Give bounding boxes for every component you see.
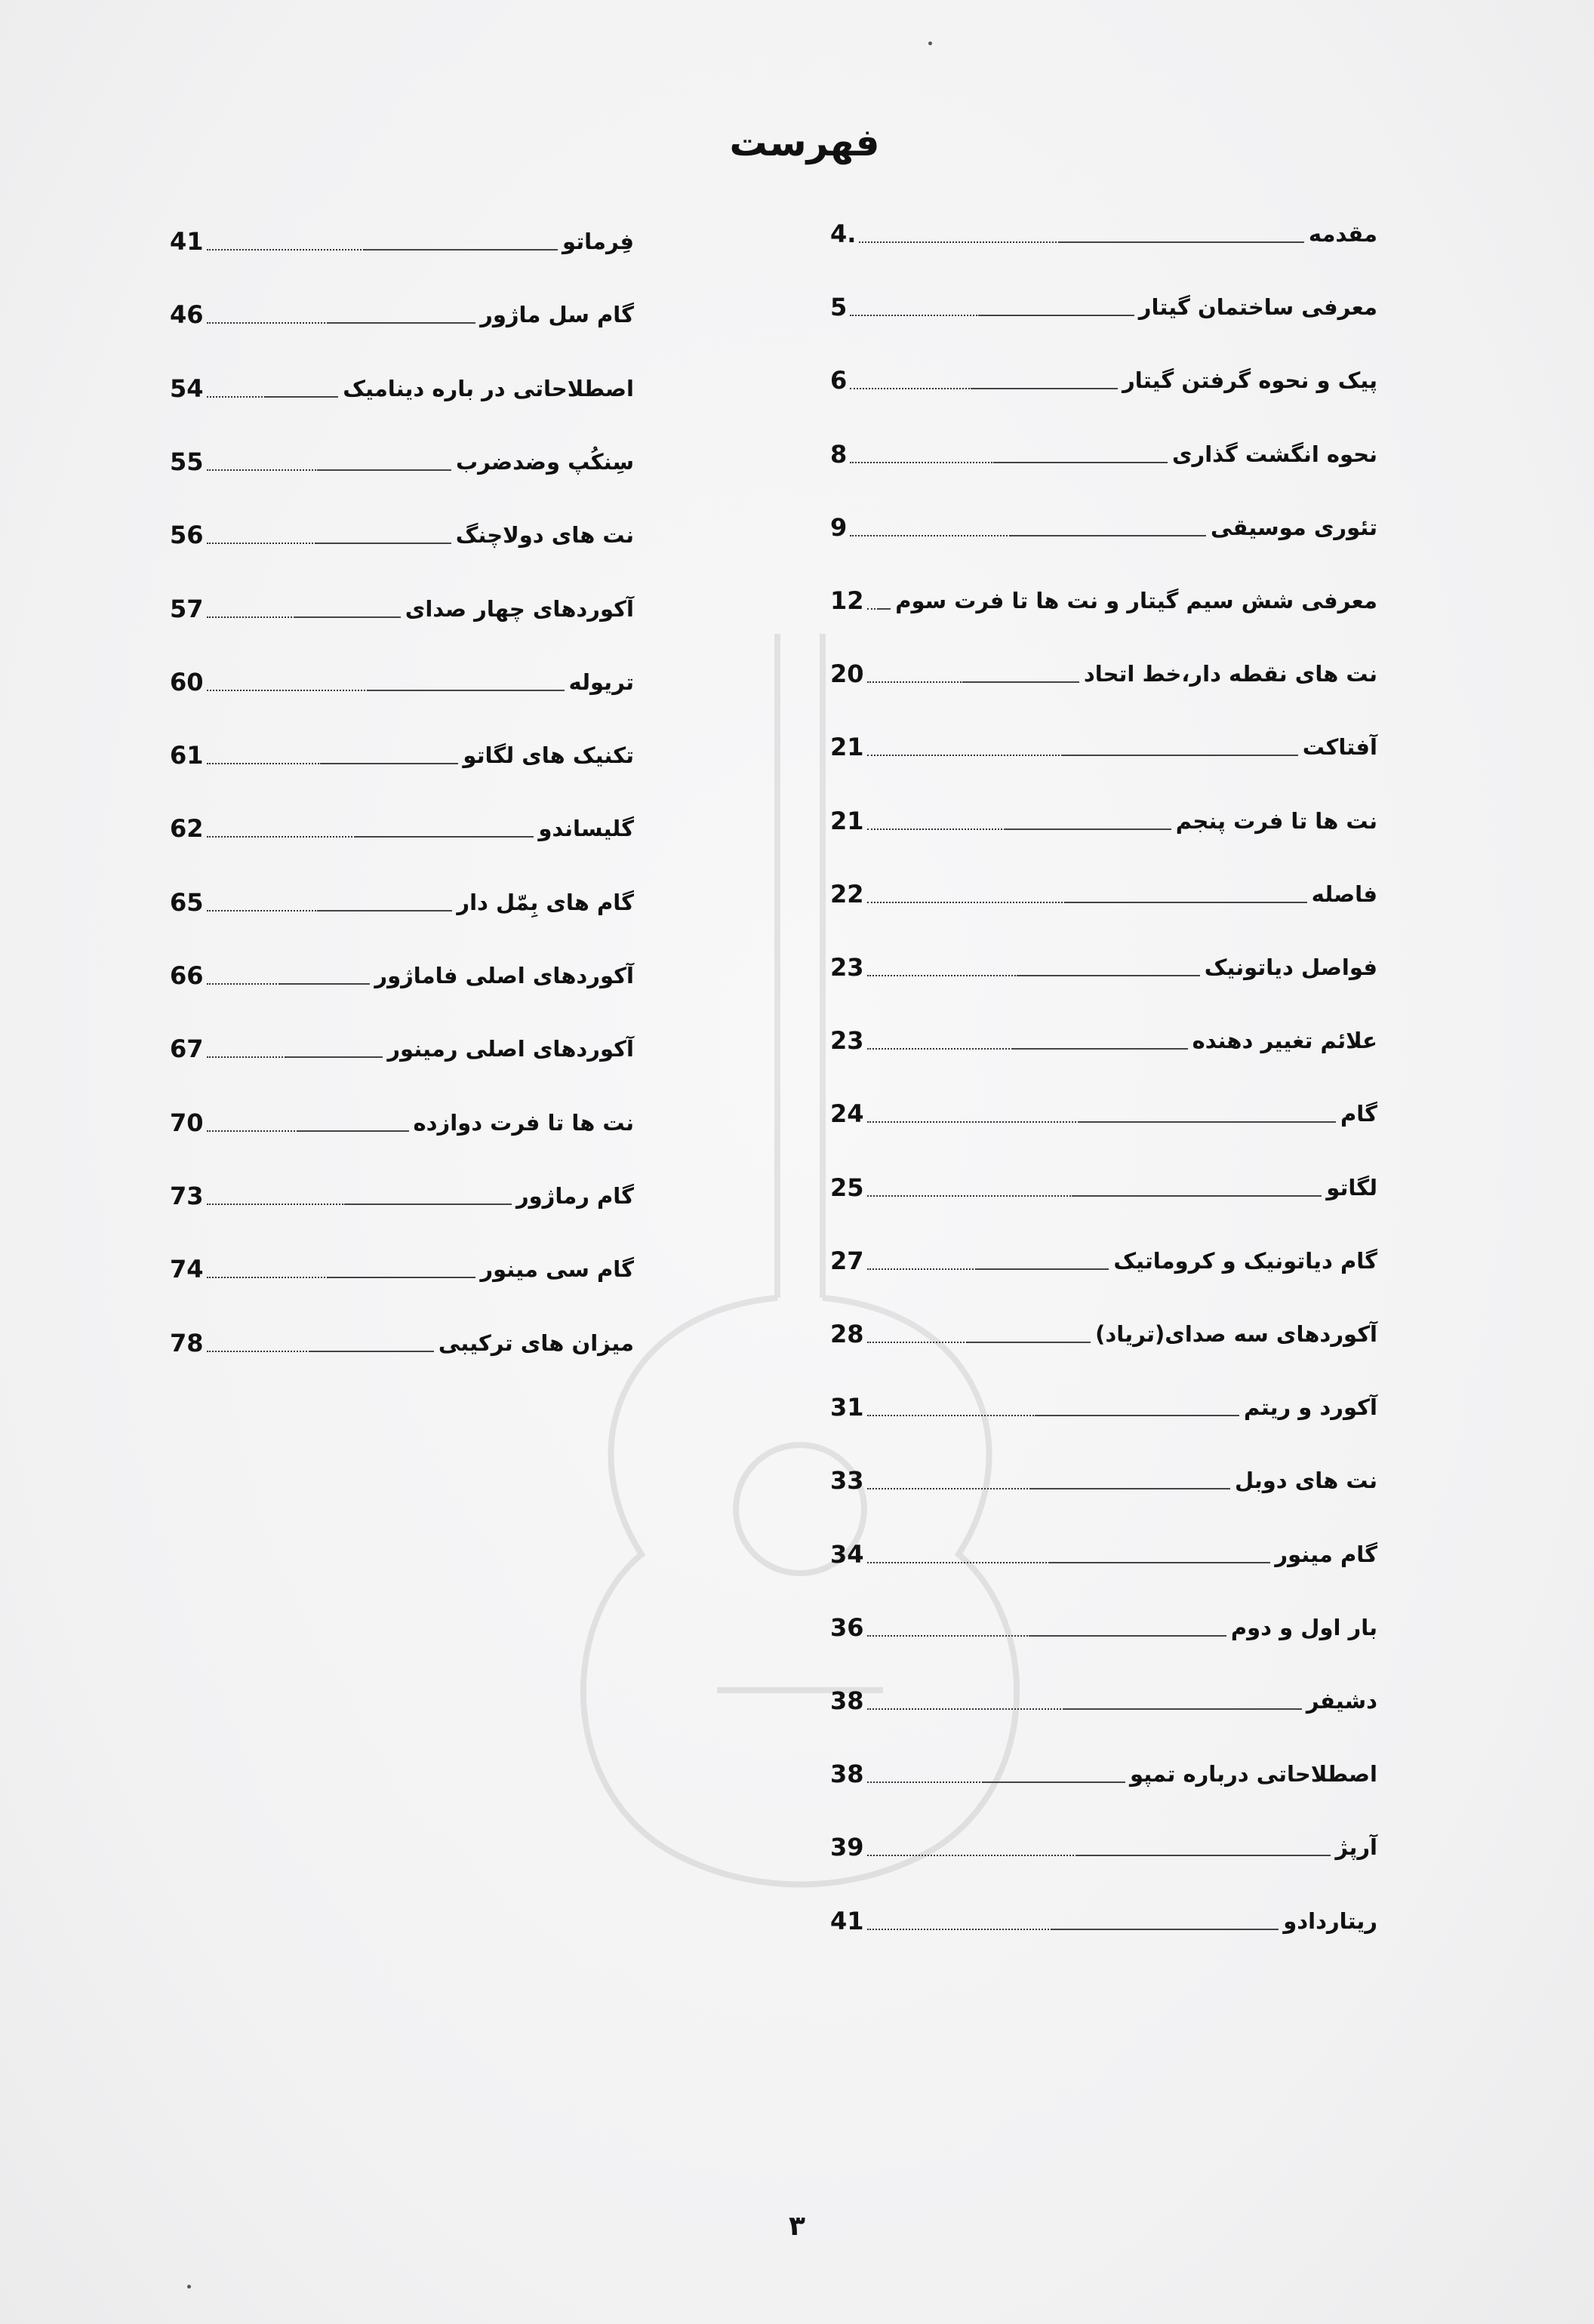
toc-entry — [170, 284, 634, 330]
toc-entry — [830, 1231, 1377, 1276]
toc-leader-line — [867, 1929, 1279, 1930]
toc-entry — [830, 497, 1377, 543]
toc-entry-label: نحوه انگشت گذاری — [1171, 441, 1377, 467]
toc-entry-label: گام سی مینور — [480, 1256, 634, 1283]
toc-entry-label: آکورد و ریتم — [1244, 1394, 1377, 1421]
toc-entry-page: 4. — [830, 220, 857, 248]
toc-entry-page: 74 — [170, 1255, 204, 1284]
toc-entry-page: 21 — [830, 806, 864, 835]
toc-entry-page: 38 — [830, 1760, 864, 1789]
toc-entry-label: اصطلاحاتی درباره تمپو — [1130, 1761, 1377, 1788]
toc-entry-page: 56 — [170, 521, 204, 550]
toc-entry-page: 31 — [830, 1393, 864, 1422]
toc-entry — [170, 1239, 634, 1284]
toc-entry-page: 61 — [170, 741, 204, 770]
toc-entry — [830, 1524, 1377, 1569]
toc-entry-page: 24 — [830, 1099, 864, 1129]
toc-entry — [830, 1744, 1377, 1789]
toc-entry — [170, 1166, 634, 1211]
toc-leader-line — [867, 608, 891, 610]
toc-entry — [170, 1313, 634, 1358]
toc-entry — [170, 872, 634, 918]
toc-entry — [830, 937, 1377, 982]
page-number: ۳ — [789, 2211, 805, 2242]
speck-mark — [187, 2285, 191, 2289]
toc-leader-line — [867, 1195, 1322, 1197]
toc-leader-line — [867, 828, 1171, 830]
page-title-text: فهرست — [729, 121, 880, 164]
toc-entry — [830, 1377, 1377, 1422]
toc-entry-label: میزان های ترکیبی — [438, 1330, 634, 1356]
toc-entry — [170, 505, 634, 550]
toc-entry-page: 39 — [830, 1833, 864, 1862]
toc-entry-label: آرپژ — [1335, 1834, 1377, 1861]
toc-entry-page: 66 — [170, 961, 204, 990]
toc-entry-label: پیک و نحوه گرفتن گیتار — [1122, 367, 1377, 394]
toc-entry-page: 21 — [830, 733, 864, 762]
toc-entry-label: علائم تغییر دهنده — [1192, 1028, 1377, 1054]
toc-leader-line — [867, 755, 1298, 756]
toc-entry — [170, 798, 634, 844]
toc-leader-line — [207, 1204, 512, 1205]
toc-entry — [830, 350, 1377, 395]
toc-leader-line — [207, 1351, 434, 1352]
toc-entry-label: نت ها تا فرت دوازده — [413, 1109, 634, 1136]
toc-entry-page: 5 — [830, 293, 848, 322]
toc-entry-label: بار اول و دوم — [1230, 1614, 1377, 1640]
toc-entry-label: آکوردهای چهار صدای — [405, 595, 634, 622]
toc-entry-page: 25 — [830, 1173, 864, 1202]
speck-mark — [928, 42, 932, 45]
toc-entry-label: گام سل ماژور — [480, 302, 634, 328]
toc-entry-label: ریتاردادو — [1283, 1907, 1377, 1934]
toc-leader-line — [850, 462, 1168, 463]
toc-entry-label: تکنیک های لگاتو — [463, 742, 634, 769]
toc-entry — [830, 204, 1377, 249]
toc-entry-label: آکوردهای اصلی فاماژور — [374, 963, 634, 988]
toc-entry — [170, 579, 634, 624]
toc-entry — [170, 1093, 634, 1138]
toc-entry — [830, 791, 1377, 836]
toc-leader-line — [207, 763, 459, 764]
toc-entry-page: 73 — [170, 1181, 204, 1210]
toc-entry-page: 8 — [830, 439, 848, 469]
toc-entry-label: گام رماژور — [515, 1182, 634, 1209]
toc-entry-label: گام — [1340, 1101, 1377, 1127]
toc-leader-line — [850, 535, 1206, 536]
toc-entry — [830, 1010, 1377, 1056]
toc-leader-line — [867, 1415, 1240, 1416]
toc-entry — [830, 717, 1377, 762]
toc-entry — [170, 652, 634, 697]
toc-leader-line — [207, 1056, 383, 1058]
toc-entry — [830, 1891, 1377, 1936]
toc-leader-line — [867, 1121, 1336, 1123]
toc-entry-page: 33 — [830, 1466, 864, 1496]
toc-leader-line — [867, 1268, 1109, 1270]
toc-leader-line — [867, 1048, 1188, 1050]
toc-entry — [170, 1019, 634, 1064]
toc-leader-line — [859, 241, 1303, 243]
page-title — [0, 121, 1594, 164]
toc-leader-line — [867, 902, 1307, 903]
toc-entry-page: 22 — [830, 879, 864, 908]
toc-entry-label: مقدمه — [1308, 221, 1377, 247]
toc-entry-page: 12 — [830, 586, 864, 615]
toc-entry-page: 9 — [830, 512, 848, 542]
toc-leader-line — [867, 1562, 1271, 1563]
toc-entry-page: 65 — [170, 887, 204, 917]
toc-entry-page: 57 — [170, 594, 204, 623]
toc-entry — [830, 1157, 1377, 1203]
toc-leader-line — [867, 681, 1079, 683]
toc-leader-line — [207, 469, 451, 471]
toc-entry-page: 67 — [170, 1034, 204, 1064]
toc-entry-label: اصطلاحاتی در باره دینامیک — [343, 375, 634, 401]
toc-entry-label: نت ها تا فرت پنجم — [1175, 807, 1377, 834]
toc-leader-line — [207, 1277, 476, 1278]
toc-leader-line — [207, 1130, 409, 1132]
toc-entry-page: 23 — [830, 1026, 864, 1056]
toc-entry — [170, 211, 634, 257]
toc-entry — [170, 432, 634, 477]
toc-entry-page: 46 — [170, 300, 204, 330]
toc-leader-line — [850, 315, 1134, 316]
toc-entry-page: 55 — [170, 447, 204, 476]
toc-entry-label: گام دیاتونیک و کروماتیک — [1113, 1247, 1377, 1274]
toc-entry — [830, 1304, 1377, 1349]
toc-entry-page: 78 — [170, 1328, 204, 1357]
toc-entry-label: دشیفر — [1306, 1688, 1377, 1714]
toc-entry-page: 70 — [170, 1108, 204, 1137]
toc-leader-line — [207, 396, 339, 398]
toc-entry — [830, 424, 1377, 469]
toc-entry — [830, 1817, 1377, 1862]
toc-entry — [830, 1597, 1377, 1643]
toc-entry-label: تریوله — [568, 669, 634, 695]
toc-entry-label: فِرماتو — [562, 229, 634, 254]
toc-entry-label: نت های نقطه دار،خط اتحاد — [1083, 661, 1377, 687]
toc-entry-label: آفتاکت — [1302, 734, 1377, 761]
toc-entry — [830, 1084, 1377, 1129]
toc-leader-line — [867, 1781, 1126, 1783]
toc-leader-line — [207, 983, 371, 985]
toc-entry — [170, 725, 634, 770]
toc-entry — [830, 1671, 1377, 1716]
toc-entry-label: نت های دوبل — [1234, 1468, 1377, 1494]
toc-entry-page: 41 — [830, 1906, 864, 1935]
toc-leader-line — [207, 910, 453, 911]
toc-entry-page: 20 — [830, 659, 864, 689]
toc-entry — [830, 864, 1377, 909]
toc-entry — [170, 358, 634, 404]
toc-entry-label: گلیساندو — [538, 816, 634, 842]
toc-entry — [830, 277, 1377, 322]
toc-leader-line — [207, 836, 534, 838]
toc-entry-page: 23 — [830, 953, 864, 982]
toc-entry-label: لگاتو — [1326, 1174, 1377, 1200]
toc-leader-line — [867, 1342, 1091, 1343]
toc-entry-page: 41 — [170, 227, 204, 256]
toc-entry-label: معرفی شش سیم گیتار و نت ها تا فرت سوم — [895, 588, 1377, 613]
toc-entry — [830, 644, 1377, 689]
toc-leader-line — [867, 975, 1200, 976]
toc-entry-label: آکوردهای سه صدای(تریاد) — [1095, 1321, 1377, 1347]
toc-leader-line — [207, 322, 476, 324]
toc-entry-page: 36 — [830, 1612, 864, 1642]
toc-entry-label: سِنکُپ وضدضرب — [455, 448, 634, 475]
toc-entry-page: 54 — [170, 374, 204, 403]
toc-entry-page: 38 — [830, 1686, 864, 1715]
toc-leader-line — [867, 1855, 1331, 1856]
toc-entry-page: 60 — [170, 667, 204, 696]
toc-leader-line — [850, 388, 1118, 389]
toc-leader-line — [207, 543, 451, 544]
toc-leader-line — [867, 1635, 1226, 1637]
toc-entry-label: آکوردهای اصلی رمینور — [387, 1036, 634, 1062]
toc-entry-label: گام مینور — [1275, 1541, 1377, 1567]
toc-entry-page: 34 — [830, 1539, 864, 1569]
toc-entry-label: نت های دولاچنگ — [455, 522, 634, 549]
toc-leader-line — [207, 616, 401, 618]
toc-leader-line — [207, 690, 565, 691]
toc-leader-line — [867, 1708, 1302, 1710]
toc-entry-page: 27 — [830, 1246, 864, 1275]
toc-entry-label: تئوری موسیقی — [1211, 514, 1377, 540]
toc-leader-line — [867, 1488, 1230, 1489]
toc-entry-page: 28 — [830, 1320, 864, 1348]
toc-leader-line — [207, 249, 559, 251]
toc-entry-label: فاصله — [1311, 881, 1377, 907]
toc-entry-page: 62 — [170, 814, 204, 844]
toc-entry-label: معرفی ساختمان گیتار — [1138, 294, 1377, 321]
toc-entry — [830, 570, 1377, 616]
toc-entry — [830, 1450, 1377, 1496]
toc-entry — [170, 945, 634, 991]
toc-entry-label: گام های بِمّل دار — [457, 889, 634, 915]
toc-entry-page: 6 — [830, 366, 848, 395]
toc-entry-label: فواصل دیاتونیک — [1204, 954, 1377, 980]
